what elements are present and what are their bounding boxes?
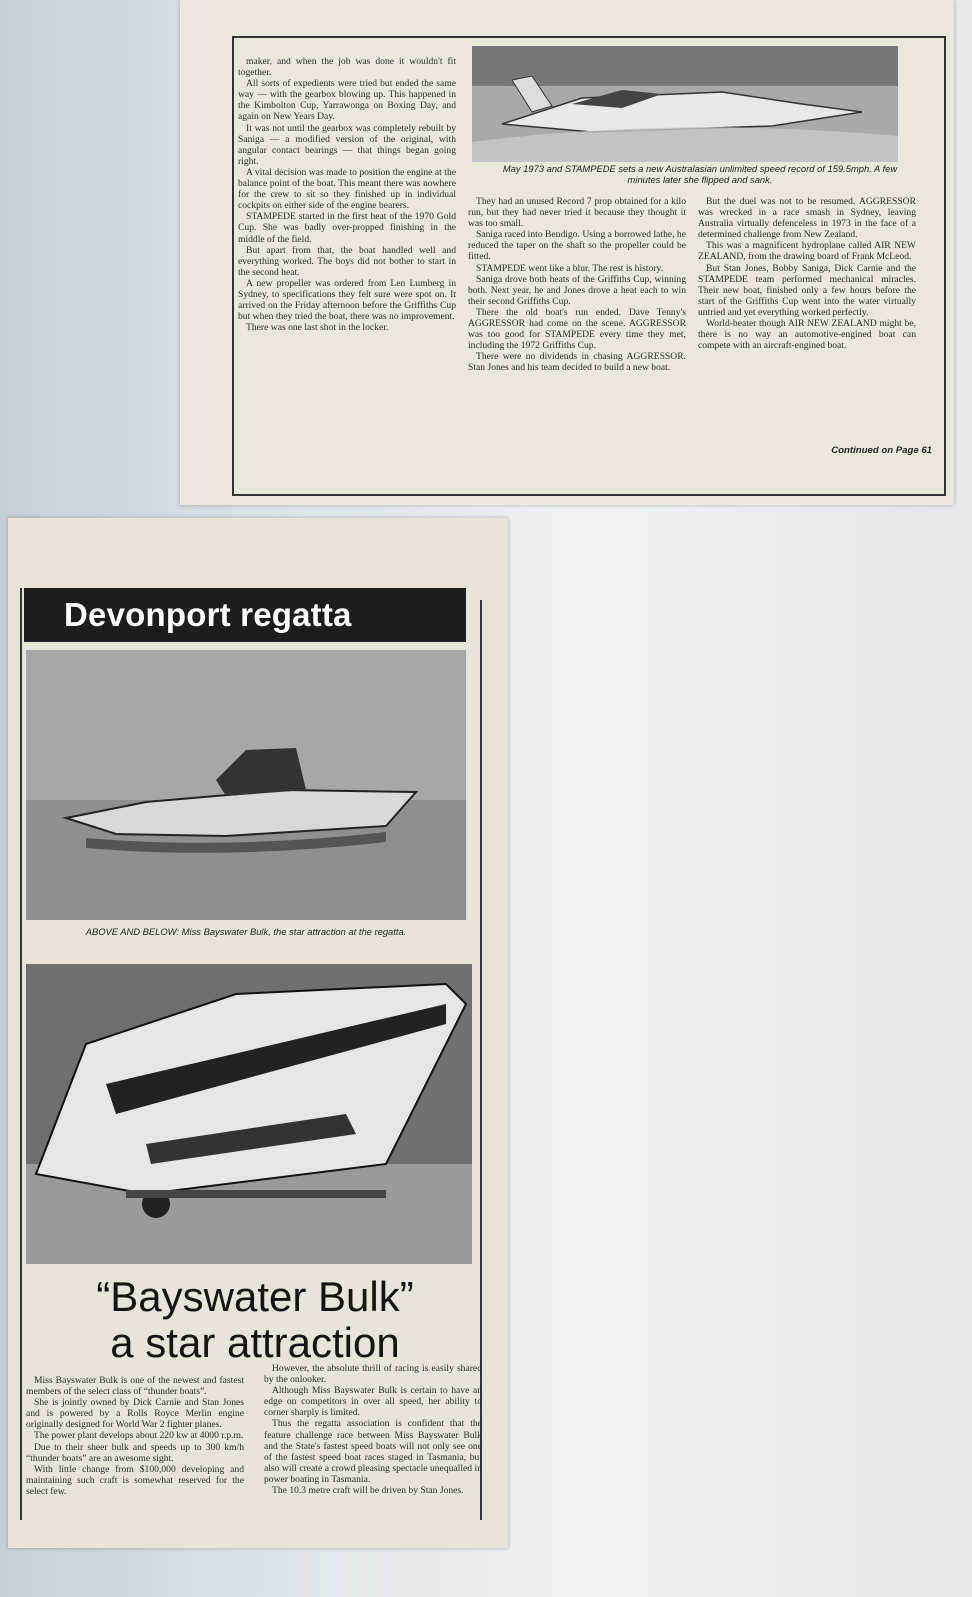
paragraph: It was not until the gearbox was completely rebuilt by Saniga — a modified version of the original, with angular contact bearings — that things began going right. (238, 122, 456, 167)
bayswater-photo-caption: ABOVE AND BELOW: Miss Bayswater Bulk, the star attraction at the regatta. (85, 926, 407, 937)
bayswater-boat-trailer-illustration (26, 964, 472, 1264)
bayswater-boat-photo-trailer (26, 964, 472, 1264)
bottom-article-column-1 (26, 1375, 244, 1540)
top-article-column-3 (698, 196, 916, 446)
paragraph: There were no dividends in chasing AGGRESSOR. Stan Jones and his team decided to build a new boat. (468, 351, 686, 374)
paragraph: But Stan Jones, Bobby Saniga, Dick Carnie and the STAMPEDE team performed mechanical miracles. Their new boat, finished only a few hours before the start of the Griffiths Cup went into the water virtually untried and yet everything worked perfectly. (698, 262, 916, 318)
paragraph: But apart from that, the boat handled well and everything worked. The boys did not bother to start in the second heat. (238, 244, 456, 278)
paragraph: World-beater though AIR NEW ZEALAND might be, there is no way an automotive-engined boat can compete with an aircraft-engined boat. (698, 318, 916, 352)
paragraph: All sorts of expedients were tried but ended the same way — with the gearbox blowing up. This happened in the Kimbolton Cup, Yarrawonga on Boxing Day, and again on New Years Day. (238, 78, 456, 123)
paragraph: With little change from $100,000 developing and maintaining such craft is somewhat reserved for the select few. (26, 1463, 244, 1497)
paragraph: maker, and when the job was done it wouldn't fit together. (238, 56, 456, 79)
paragraph: However, the absolute thrill of racing is easily shared by the onlooker. (264, 1363, 482, 1386)
bottom-article-column-2 (264, 1363, 482, 1548)
paragraph: STAMPEDE started in the first heat of the 1970 Gold Cup. She was badly over-propped finishing in the middle of the field. (238, 211, 456, 245)
bayswater-boat-photo-top (26, 650, 466, 920)
paragraph: Due to their sheer bulk and speeds up to 300 km/h “thunder boats” are an awesome sight. (26, 1441, 244, 1464)
top-article-column-2 (468, 196, 686, 466)
paragraph: This was a magnificent hydroplane called AIR NEW ZEALAND, from the drawing board of Frank McLeod. (698, 240, 916, 263)
paragraph: She is jointly owned by Dick Carnie and Stan Jones and is powered by a Rolls Royce Merlin engine originally designed for World War 2 fighter planes. (26, 1397, 244, 1431)
stampede-photo-caption: May 1973 and STAMPEDE sets a new Australasian unlimited speed record of 159.5mph. A few minutes later she flipped and sank. (502, 163, 898, 185)
devonport-regatta-banner (24, 588, 466, 642)
bottom-clip-left-rule (20, 588, 22, 1520)
bayswater-boat-water-illustration (26, 650, 466, 920)
paragraph: A vital decision was made to position the engine at the balance point of the boat. This meant there was nowhere for the crew to sit so they finished up in individual cockpits on either side of the engine bearers. (238, 166, 456, 212)
paragraph: Saniga drove both heats of the Griffiths Cup, winning both. Next year, he and Jones drove a heat each to win their second Griffiths Cup. (468, 273, 686, 307)
paragraph: They had an unused Record 7 prop obtained for a kilo run, but they had never tried it because they thought it was too small. (468, 196, 686, 230)
paragraph: Miss Bayswater Bulk is one of the newest and fastest members of the select class of “thunder boats”. (26, 1375, 244, 1398)
paragraph: A new propeller was ordered from Len Lumberg in Sydney, to specifications they felt sure were spot on. It arrived on the Friday afternoon before the Griffiths Cup but when they tried the boat, there was no improvement. (238, 277, 456, 323)
paragraph: STAMPEDE went like a blur. The rest is history. (476, 262, 664, 274)
paragraph: There the old boat's run ended. Dave Tenny's AGGRESSOR had come on the scene. AGGRESSOR was too good for STAMPEDE every time they met, including the 1972 Griffiths Cup. (468, 306, 686, 352)
paragraph: But the duel was not to be resumed. AGGRESSOR was wrecked in a race smash in Sydney, leaving Australia virtually defenceless in 1973 in the face of a determined challenge from New Zealand. (698, 196, 916, 241)
paragraph: Saniga raced into Bendigo. Using a borrowed lathe, he reduced the taper on the shaft so the propeller could be fitted. (468, 229, 686, 263)
continued-on-page: Continued on Page 61 (831, 445, 932, 456)
paragraph: The power plant develops about 220 kw at 4000 r.p.m. (34, 1430, 244, 1442)
headline-line-2: a star attraction (110, 1319, 400, 1366)
stampede-photo (472, 46, 898, 162)
banner-title: Devonport regatta (64, 596, 352, 633)
paragraph: The 10.3 metre craft will be driven by Stan Jones. (272, 1485, 464, 1497)
paragraph: There was one last shot in the locker. (246, 322, 389, 334)
stampede-boat-illustration (472, 46, 898, 162)
top-article-column-1 (238, 56, 456, 476)
paragraph: Thus the regatta association is confident that the feature challenge race between Miss Bayswater Bulk and the State's fastest speed boats will not only see one of the fastest speed boat races staged in Tasmania, but also will create a crowd pleasing spectacle unequalled in power boating in Tasmania. (264, 1418, 482, 1485)
paragraph: Although Miss Bayswater Bulk is certain to have an edge on competitors in over all speed, her ability to corner sharply is limited. (264, 1385, 482, 1419)
headline-line-1: “Bayswater Bulk” (96, 1273, 414, 1320)
